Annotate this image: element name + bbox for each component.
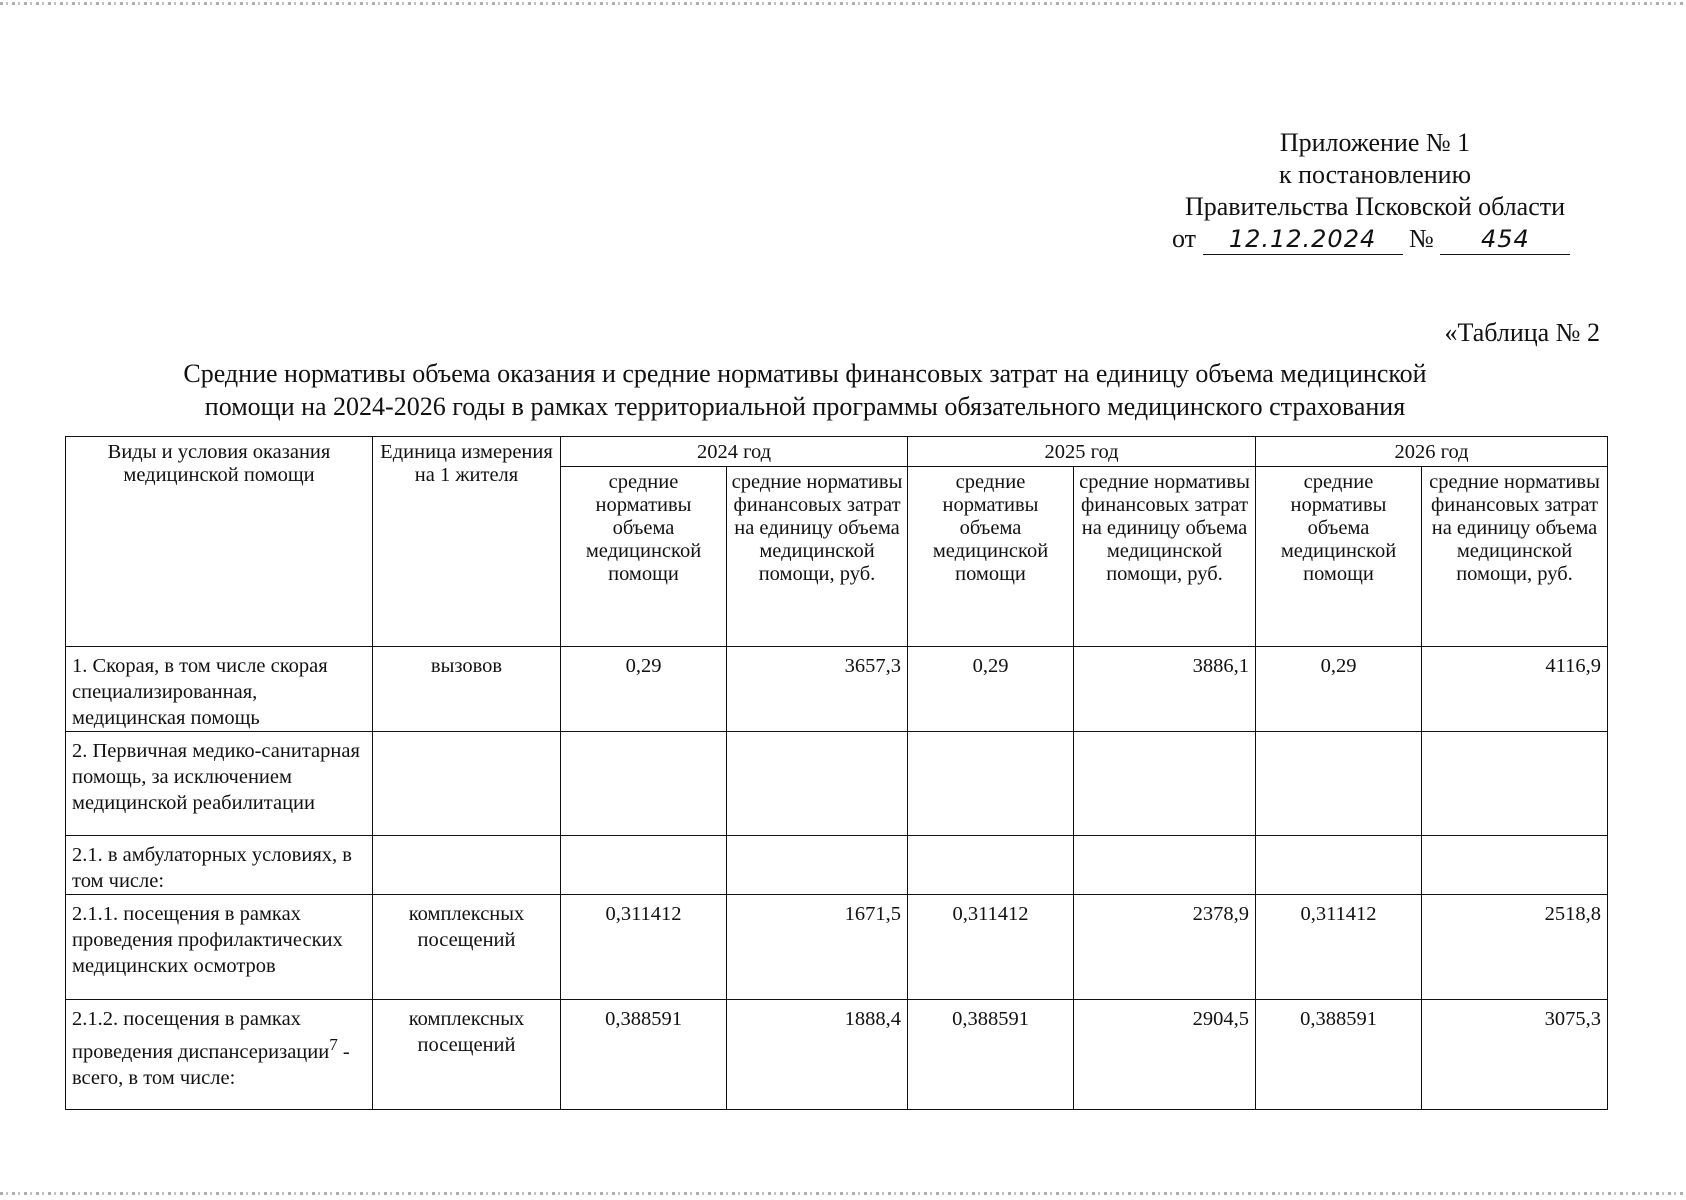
row-name: 2. Первичная медико-санитарная помощь, за исключением медицинской реабилитации	[66, 732, 373, 836]
table-row	[66, 1000, 1608, 1110]
table-row	[66, 647, 1608, 732]
cell-cost: 1671,5	[727, 895, 908, 1000]
table-row	[66, 836, 1608, 895]
cell-cost: 3657,3	[727, 647, 908, 732]
year-header: 2026 год	[1256, 437, 1608, 467]
cell-volume	[908, 732, 1074, 836]
cell-cost	[727, 732, 908, 836]
cell-cost: 3075,3	[1422, 1000, 1608, 1110]
cell-cost	[1422, 732, 1608, 836]
cell-volume: 0,388591	[908, 1000, 1074, 1110]
number-prefix: №	[1409, 224, 1434, 253]
row-name	[66, 1000, 373, 1110]
table-label: «Таблица № 2	[1444, 318, 1600, 347]
row-name-text: - всего, в том числе:	[72, 1040, 350, 1089]
cell-cost	[1074, 732, 1256, 836]
row-name: 2.1. в амбулаторных условиях, в том числе:	[66, 836, 373, 895]
row-unit	[373, 732, 561, 836]
subheader-cost: средние нормативы финансовых затрат на единицу объема медицинской помощи, руб.	[1074, 467, 1256, 647]
cell-volume: 0,311412	[561, 895, 727, 1000]
appendix-date-row	[1140, 223, 1610, 255]
appendix-title: Приложение № 1	[1279, 128, 1471, 157]
cell-volume	[561, 836, 727, 895]
cell-volume	[908, 836, 1074, 895]
cell-cost: 2378,9	[1074, 895, 1256, 1000]
cell-volume	[1256, 836, 1422, 895]
title-line: Средние нормативы объема оказания и средние нормативы финансовых затрат на единицу объема медицинской	[183, 359, 1427, 388]
year-header: 2024 год	[561, 437, 908, 467]
handwritten-number: 454	[1440, 224, 1570, 255]
subheader-volume: средние нормативы объема медицинской помощи	[561, 467, 727, 647]
year-header: 2025 год	[908, 437, 1256, 467]
row-name-text: 2.1.2. посещения в рамках проведения диспансеризации	[72, 1008, 330, 1063]
row-unit: комплексных посещений	[373, 895, 561, 1000]
col-header-unit: Единица измерения на 1 жителя	[373, 437, 561, 647]
scan-edge-bottom	[0, 1192, 1686, 1195]
page-title	[60, 357, 1550, 423]
cell-volume: 0,29	[1256, 647, 1422, 732]
row-name: 2.1.1. посещения в рамках проведения профилактических медицинских осмотров	[66, 895, 373, 1000]
cell-cost	[1074, 836, 1256, 895]
subheader-cost: средние нормативы финансовых затрат на единицу объема медицинской помощи, руб.	[1422, 467, 1608, 647]
cell-volume: 0,29	[908, 647, 1074, 732]
cell-cost: 4116,9	[1422, 647, 1608, 732]
subheader-cost: средние нормативы финансовых затрат на единицу объема медицинской помощи, руб.	[727, 467, 908, 647]
date-prefix: от	[1172, 224, 1197, 253]
subheader-volume: средние нормативы объема медицинской помощи	[1256, 467, 1422, 647]
row-unit: комплексных посещений	[373, 1000, 561, 1110]
cell-volume: 0,388591	[561, 1000, 727, 1110]
cell-volume: 0,311412	[1256, 895, 1422, 1000]
footnote-marker: 7	[329, 1035, 338, 1054]
handwritten-date: 12.12.2024	[1203, 224, 1403, 255]
header-row	[66, 437, 1608, 467]
cell-volume: 0,311412	[908, 895, 1074, 1000]
cell-cost: 2904,5	[1074, 1000, 1256, 1110]
cell-cost: 2518,8	[1422, 895, 1608, 1000]
appendix-government: Правительства Псковской области	[1184, 192, 1566, 221]
cell-cost	[727, 836, 908, 895]
cell-volume	[561, 732, 727, 836]
title-line: помощи на 2024-2026 годы в рамках территориальной программы обязательного медицинского страхования	[204, 392, 1406, 421]
table-row	[66, 895, 1608, 1000]
norms-table	[65, 436, 1608, 1110]
cell-cost: 3886,1	[1074, 647, 1256, 732]
cell-volume	[1256, 732, 1422, 836]
table-row	[66, 732, 1608, 836]
col-header-kind: Виды и условия оказания медицинской помощи	[66, 437, 373, 647]
appendix-header	[1140, 127, 1610, 255]
cell-volume: 0,29	[561, 647, 727, 732]
cell-cost: 1888,4	[727, 1000, 908, 1110]
appendix-decree: к постановлению	[1278, 160, 1472, 189]
row-name: 1. Скорая, в том числе скорая специализированная, медицинская помощь	[66, 647, 373, 732]
subheader-volume: средние нормативы объема медицинской помощи	[908, 467, 1074, 647]
row-unit	[373, 836, 561, 895]
scan-edge-top	[0, 2, 1686, 5]
cell-cost	[1422, 836, 1608, 895]
cell-volume: 0,388591	[1256, 1000, 1422, 1110]
row-unit: вызовов	[373, 647, 561, 732]
